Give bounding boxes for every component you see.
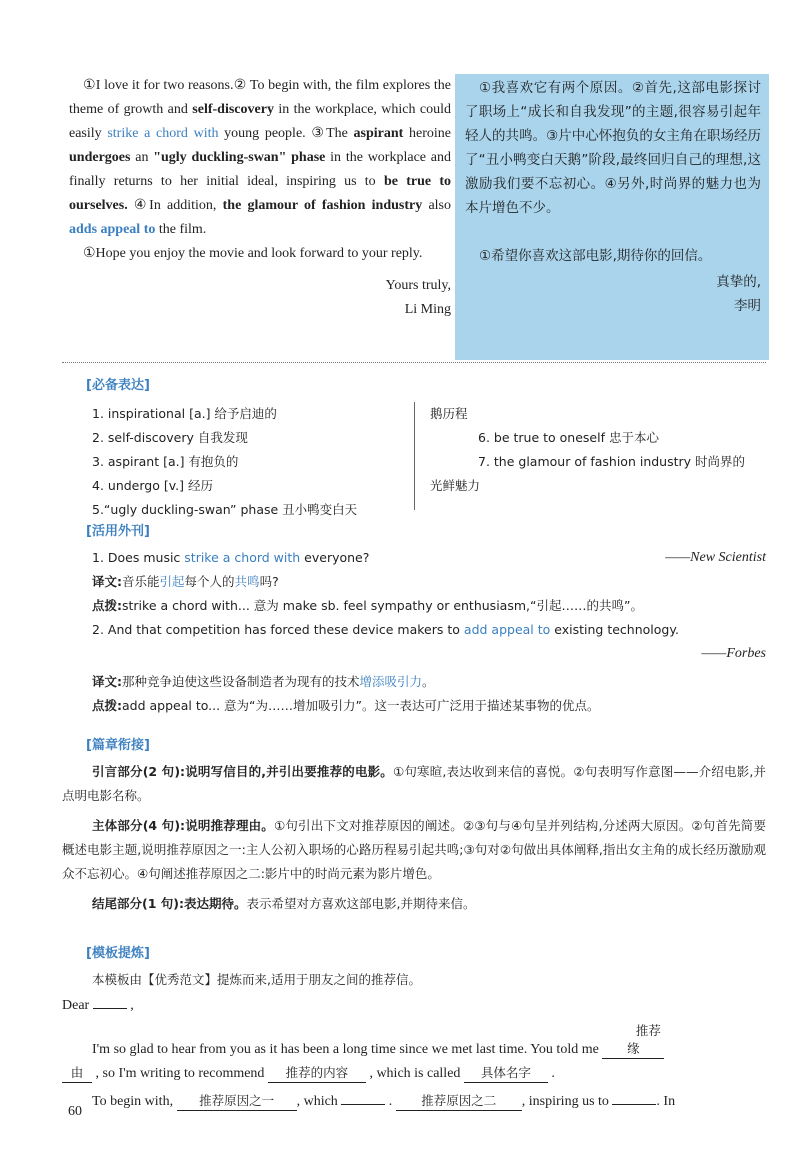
template-line: To begin with, 推荐原因之一 , which . 推荐原因之二 , inspiring us to . In	[92, 1093, 676, 1109]
source-citation: ——New Scientist	[665, 550, 766, 565]
template-line: 由 , so I'm writing to recommend 推荐的内容 , which is called 具体名字 .	[62, 1062, 766, 1086]
vocab-item: 2. self-discovery 自我发现	[92, 430, 248, 445]
note: 点拨:strike a chord with... 意为 make sb. feel sympathy or enthusiasm,“引起……的共鸣”。	[92, 598, 643, 613]
intro-part: 引言部分(2 句):说明写信目的,并引出要推荐的电影。①句寒暄,表达收到来信的喜悦。②句表明写作意图——介绍电影,并点明电影名称。	[62, 764, 766, 803]
blank-name	[93, 1008, 127, 1009]
ending-part: 结尾部分(1 句):表达期待。表示希望对方喜欢这部电影,并期待来信。	[92, 896, 476, 911]
note: 点拨:add appeal to... 意为“为……增加吸引力”。这一表达可广泛用于描述某事物的优点。	[92, 698, 600, 713]
section-heading-linking: [篇章衔接]	[86, 738, 150, 753]
blank-which	[341, 1104, 385, 1105]
key-phrase: add appeal to	[463, 622, 551, 637]
essay-cn-paragraph-1: ①我喜欢它有两个原因。②首先,这部电影探讨了职场上“成长和自我发现”的主题,很容易引起年轻人的共鸣。③片中心怀抱负的女主角在职场经历了“丑小鸭变白天鹅”阶段,最终回归自己的理想,这激励我们要不忘初心。④另外,时尚界的魅力也为本片增色不少。	[465, 80, 761, 216]
keyword: the glamour of fashion industry	[222, 198, 423, 213]
blank-reason-two: 推荐原因之二	[396, 1092, 522, 1111]
vocab-list-right	[430, 402, 766, 498]
blank-reason-one: 推荐原因之一	[177, 1092, 297, 1111]
keyword: "ugly duckling-swan" phase	[153, 150, 326, 165]
keyword: be true to ourselves.	[69, 174, 451, 213]
essay-cn-name: 李明	[734, 298, 761, 314]
template-letter	[62, 994, 766, 1114]
media-example-1	[92, 546, 766, 718]
vocab-list-left	[92, 402, 402, 522]
body-part: 主体部分(4 句):说明推荐理由。①句引出下文对推荐原因的阐述。②③句与④句呈并列结构,分述两大原因。②句首先简要概述电影主题,说明推荐原因之一:主人公初入职场的心路历程易引起共鸣;③句对②句做出具体阐释,指出女主角的成长经历激励观众不忘初心。④句阐述推荐原因之二:影片中的时尚元素为影片增色。	[62, 818, 766, 881]
example-sentence: 1. Does music strike a chord with everyone?	[92, 550, 370, 565]
section-heading-expressions: [必备表达]	[86, 378, 150, 393]
essay-cn-paragraph-2: ①希望你喜欢这部电影,期待你的回信。	[479, 248, 712, 264]
linking-analysis	[62, 760, 766, 916]
translation: 译文:音乐能引起每个人的共鸣吗?	[92, 574, 279, 589]
model-essay	[69, 74, 769, 360]
dotted-divider	[62, 362, 766, 363]
template-intro: 本模板由【优秀范文】提炼而来,适用于朋友之间的推荐信。	[92, 972, 421, 987]
keyword: undergoes	[69, 150, 131, 165]
vocab-item: 5.“ugly duckling-swan” phase 丑小鸭变白天	[92, 502, 358, 517]
translation: 译文:那种竞争迫使这些设备制造者为现有的技术增添吸引力。	[92, 674, 435, 689]
keyword: self-discovery	[192, 102, 274, 117]
essay-english	[69, 74, 451, 322]
key-phrase: adds appeal to	[69, 222, 156, 237]
blank-inspiring	[612, 1104, 656, 1105]
blank-reason: 推荐缘	[602, 1022, 664, 1059]
keyword: aspirant	[353, 126, 404, 141]
section-heading-template: [模板提炼]	[86, 946, 150, 961]
key-phrase: strike a chord with	[184, 550, 301, 565]
vocab-item: 7. the glamour of fashion industry 时尚界的	[478, 454, 746, 469]
essay-en-name: Li Ming	[404, 302, 451, 317]
vocab-item: 6. be true to oneself 忠于本心	[478, 430, 659, 445]
vocab-item: 3. aspirant [a.] 有抱负的	[92, 454, 239, 469]
source-citation: ——Forbes	[701, 646, 766, 661]
blank-content: 推荐的内容	[268, 1064, 366, 1083]
vocab-item: 4. undergo [v.] 经历	[92, 478, 213, 493]
essay-chinese-box	[455, 74, 769, 360]
essay-en-paragraph-2: ①Hope you enjoy the movie and look forward to your reply.	[83, 246, 423, 261]
template-line: I'm so glad to hear from you as it has been a long time since we met last time. You told me 推荐缘	[62, 1022, 766, 1062]
section-heading-foreign-media: [活用外刊]	[86, 524, 150, 539]
key-phrase: strike a chord with	[107, 126, 219, 141]
blank-specific-name: 具体名字	[464, 1064, 548, 1083]
essay-en-closing: Yours truly,	[385, 278, 451, 293]
vocab-divider	[414, 402, 415, 510]
essay-cn-closing: 真挚的,	[716, 274, 761, 290]
vocab-item-continued: 鹅历程	[430, 406, 468, 421]
vocab-item: 1. inspirational [a.] 给予启迪的	[92, 406, 277, 421]
example-sentence: 2. And that competition has forced these device makers to add appeal to existing technology.	[92, 622, 679, 637]
salutation: Dear ,	[62, 998, 134, 1013]
page-number: 60	[68, 1104, 82, 1119]
essay-en-paragraph-1: ①I love it for two reasons.② To begin with, the film explores the theme of growth and self-discovery in the workplace, which could easily strike a chord with young people. ③The aspirant heroine undergoes an "ugly duckling-swan" phase in the workplace and finally returns to her initial ideal, inspiring us to be true to ourselves. ④In addition, the glamour of fashion industry also adds appeal to the film.	[69, 78, 452, 237]
vocab-item-continued: 光鲜魅力	[430, 478, 481, 493]
